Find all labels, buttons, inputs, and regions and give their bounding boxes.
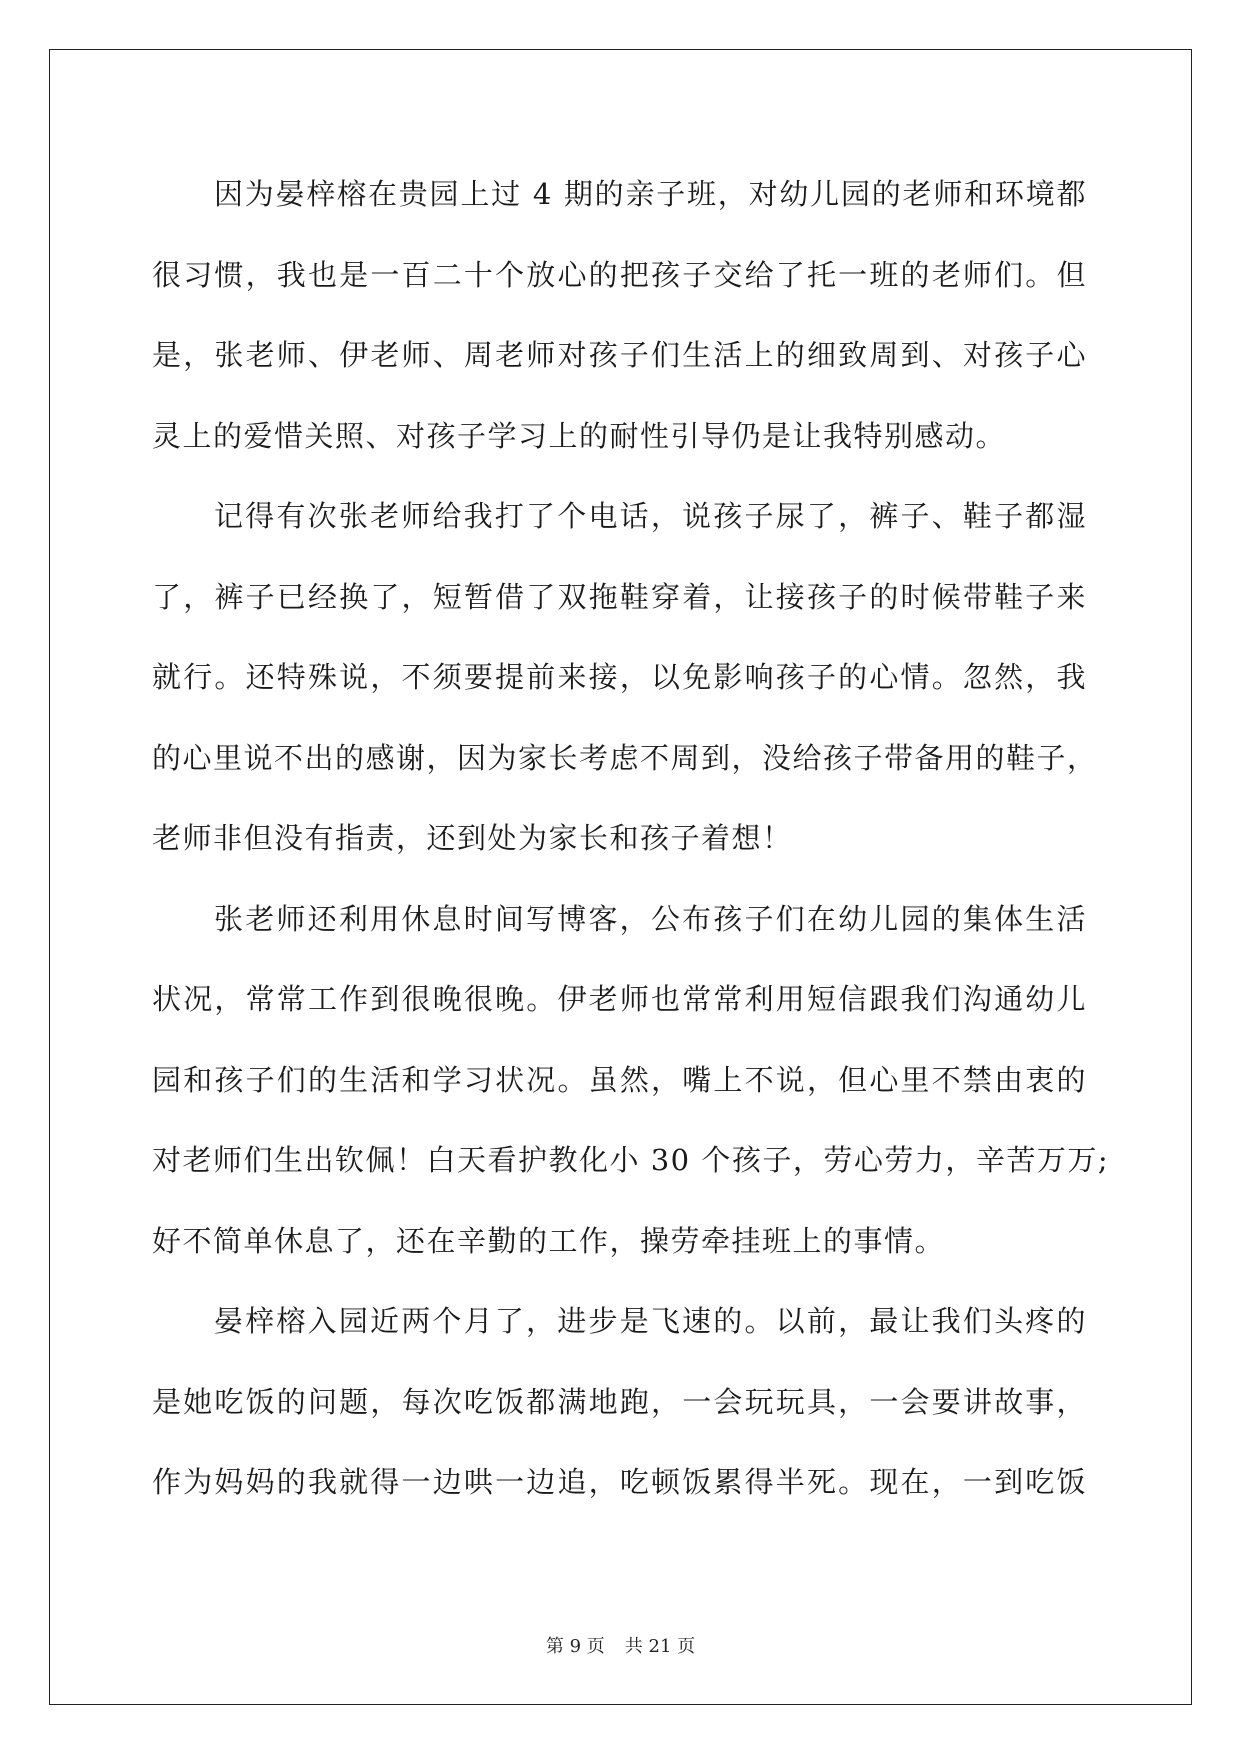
page-total: 共 21 页 xyxy=(624,1636,696,1657)
text-line: 园和孩子们的生活和学习状况。虽然，嘴上不说，但心里不禁由衷的 xyxy=(152,1062,1087,1097)
text-line: 很习惯，我也是一百二十个放心的把孩子交给了托一班的老师们。但 xyxy=(152,257,1087,292)
text-line: 作为妈妈的我就得一边哄一边追，吃顿饭累得半死。现在，一到吃饭 xyxy=(152,1465,1087,1499)
paragraph xyxy=(152,154,1087,476)
text-line: 的心里说不出的感谢，因为家长考虑不周到，没给孩子带备用的鞋子， xyxy=(152,740,1098,775)
text-line: 状况，常常工作到很晚很晚。伊老师也常常利用短信跟我们沟通幼儿 xyxy=(152,982,1087,1016)
text-line: 就行。还特殊说，不须要提前来接，以免影响孩子的心情。忽然，我 xyxy=(152,660,1087,694)
document-body xyxy=(152,154,1110,1523)
text-line: 记得有次张老师给我打了个电话，说孩子尿了，裤子、鞋子都湿 xyxy=(214,499,1087,533)
text-line: 张老师还利用休息时间写博客，公布孩子们在幼儿园的集体生活 xyxy=(214,901,1087,936)
text-line: 因为晏梓榕在贵园上过 4 期的亲子班，对幼儿园的老师和环境都 xyxy=(214,177,1087,211)
text-line: 是她吃饭的问题，每次吃饭都满地跑，一会玩玩具，一会要讲故事， xyxy=(152,1384,1087,1419)
text-line: 好不简单休息了，还在辛勤的工作，操劳牵挂班上的事情。 xyxy=(152,1223,946,1258)
text-line: 了，裤子已经换了，短暂借了双拖鞋穿着，让接孩子的时候带鞋子来 xyxy=(152,579,1087,614)
text-line: 老师非但没有指责，还到处为家长和孩子着想！ xyxy=(152,821,793,855)
page-footer xyxy=(0,1632,1241,1658)
text-line: 是，张老师、伊老师、周老师对孩子们生活上的细致周到、对孩子心 xyxy=(152,338,1087,372)
text-line: 对老师们生出钦佩！白天看护教化小 30 个孩子，劳心劳力，辛苦万万; xyxy=(152,1143,1110,1177)
paragraph xyxy=(152,476,1098,879)
text-line: 晏梓榕入园近两个月了，进步是飞速的。以前，最让我们头疼的 xyxy=(214,1304,1087,1338)
paragraph xyxy=(152,1281,1087,1523)
paragraph xyxy=(152,879,1110,1282)
text-line: 灵上的爱惜关照、对孩子学习上的耐性引导仍是让我特别感动。 xyxy=(152,418,1007,453)
page-number: 第 9 页 xyxy=(545,1636,605,1657)
